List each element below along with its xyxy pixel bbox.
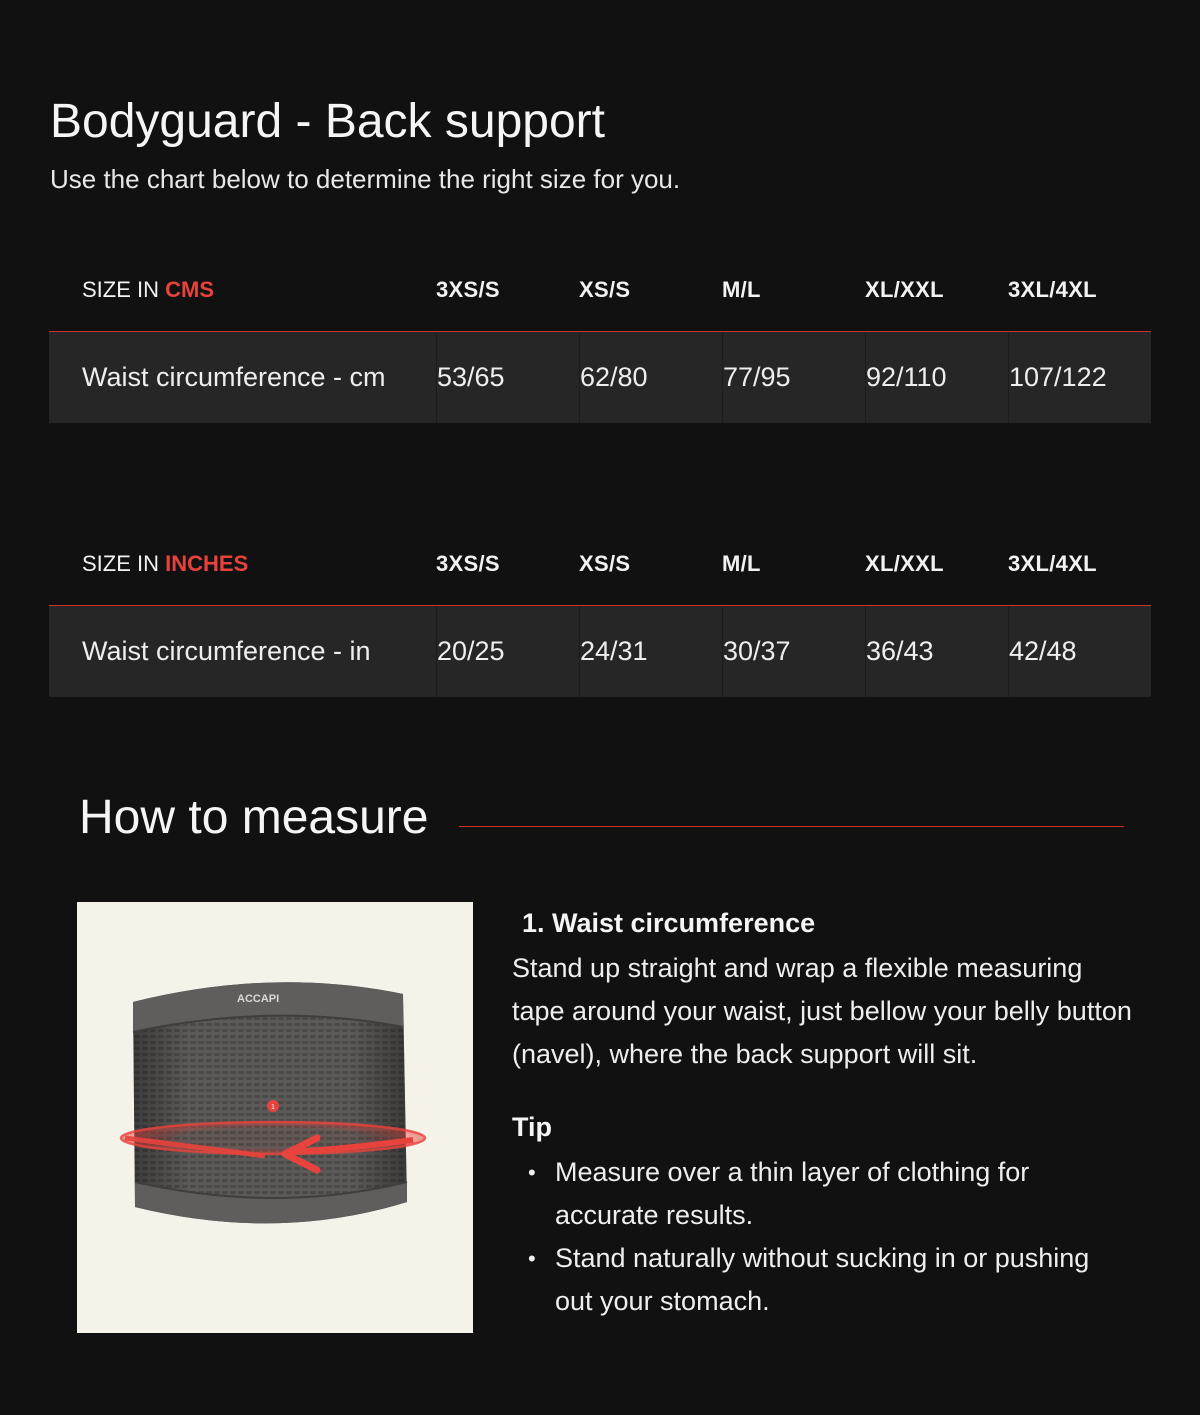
unit-highlight: CMS <box>165 276 215 302</box>
table-row <box>49 606 1151 697</box>
table-cell: 77/95 <box>723 362 791 392</box>
table-header-label: SIZE IN CMS <box>82 276 215 302</box>
table-header-label: SIZE IN INCHES <box>82 550 249 576</box>
step-description: Stand up straight and wrap a flexible measuring tape around your waist, just bellow your belly button (navel), where the back support will sit. <box>512 953 1132 1069</box>
bullet: • <box>528 1246 536 1271</box>
marker-number: 1 <box>271 1104 275 1111</box>
size-header-m-l: M/L <box>722 550 761 576</box>
section-divider <box>459 826 1124 827</box>
table-cell: 107/122 <box>1009 362 1107 392</box>
table-cell: 62/80 <box>580 362 648 392</box>
tip-title: Tip <box>512 1112 552 1142</box>
brand-logo-text: ACCAPI <box>237 993 280 1005</box>
step-title-waist: 1. Waist circumference <box>522 908 816 938</box>
table-cell: 92/110 <box>866 362 947 392</box>
size-header-xs-s: XS/S <box>579 550 631 576</box>
unit-highlight: INCHES <box>165 550 249 576</box>
back-support-belt-image <box>77 902 473 1333</box>
size-header-3xl-4xl: 3XL/4XL <box>1008 550 1097 576</box>
size-header-m-l: M/L <box>722 276 761 302</box>
size-header-xl-xxl: XL/XXL <box>865 276 944 302</box>
size-header-3xs-s: 3XS/S <box>436 276 500 302</box>
tip-text: Stand naturally without sucking in or pushing out your stomach. <box>555 1243 1090 1316</box>
back-support-illustration <box>77 902 473 1333</box>
size-header-3xl-4xl: 3XL/4XL <box>1008 276 1097 302</box>
page-subtitle: Use the chart below to determine the right size for you. <box>50 164 681 194</box>
table-cell: 30/37 <box>723 636 791 666</box>
table-cell: 36/43 <box>866 636 934 666</box>
list-item <box>512 1151 1112 1237</box>
bullet: • <box>528 1160 536 1185</box>
row-label: Waist circumference - cm <box>82 362 386 392</box>
table-cell: 24/31 <box>580 636 648 666</box>
list-item <box>512 1237 1112 1323</box>
tip-list <box>512 1151 1112 1323</box>
size-header-3xs-s: 3XS/S <box>436 550 500 576</box>
size-header-xs-s: XS/S <box>579 276 631 302</box>
size-table-inches <box>49 522 1151 697</box>
size-table-cm <box>49 248 1151 423</box>
table-cell: 20/25 <box>437 636 505 666</box>
table-row <box>49 332 1151 423</box>
section-title-how-to-measure: How to measure <box>79 791 429 844</box>
row-label: Waist circumference - in <box>82 636 371 666</box>
table-cell: 42/48 <box>1009 636 1077 666</box>
table-header-row <box>49 522 1151 606</box>
table-header-row <box>49 248 1151 332</box>
page-title: Bodyguard - Back support <box>50 95 605 148</box>
size-header-xl-xxl: XL/XXL <box>865 550 944 576</box>
tip-text: Measure over a thin layer of clothing for accurate results. <box>555 1157 1030 1230</box>
table-cell: 53/65 <box>437 362 505 392</box>
